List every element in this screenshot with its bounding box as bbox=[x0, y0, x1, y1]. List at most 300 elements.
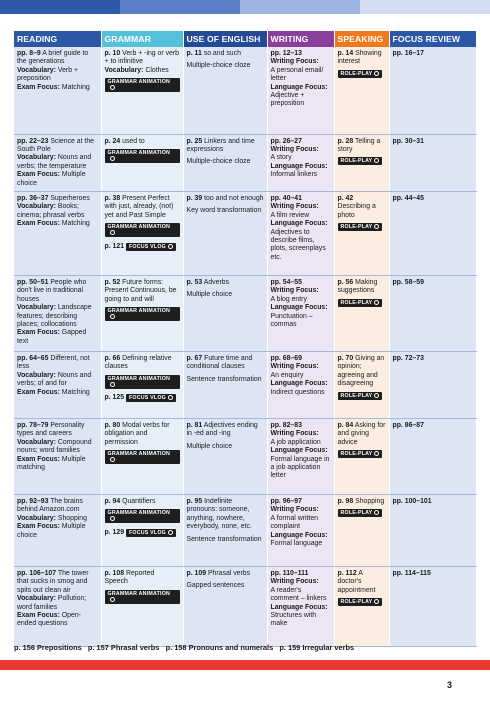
vocabulary-label: Vocabulary: bbox=[17, 203, 56, 211]
use-topic: Indefinite pronouns: someone, anything, nowhere, everybody, none, etc. bbox=[186, 497, 252, 531]
grammar-animation-button-label: GRAMMAR ANIMATION bbox=[107, 375, 171, 382]
page-ref: pp. 100–101 bbox=[392, 497, 432, 505]
speaking-cell bbox=[334, 566, 389, 646]
speaking-topic: Describing a photo bbox=[337, 203, 376, 219]
page-ref: pp. 8–9 bbox=[17, 50, 41, 57]
exam-focus-text: Matching bbox=[59, 220, 90, 228]
grammar-media bbox=[105, 75, 180, 92]
reading-cell bbox=[14, 494, 101, 566]
play-icon bbox=[374, 451, 379, 456]
grammar-cell bbox=[101, 275, 183, 351]
top-bar-segment bbox=[240, 0, 360, 14]
role-play-button[interactable] bbox=[338, 299, 383, 307]
vocabulary-label: Vocabulary: bbox=[17, 304, 56, 312]
grammar-animation-button[interactable] bbox=[105, 149, 180, 163]
writing-focus-label: Writing Focus: bbox=[270, 363, 319, 371]
focus-review-cell bbox=[389, 566, 476, 646]
header-reading: READING bbox=[14, 31, 101, 47]
reading-cell bbox=[14, 418, 101, 494]
header-grammar: GRAMMAR bbox=[101, 31, 183, 47]
task-type: Sentence transformation bbox=[186, 535, 262, 543]
use-topic: Future time and conditional clauses bbox=[186, 354, 253, 371]
speaking-topic: Showing interest bbox=[337, 50, 382, 66]
page-ref: pp. 92–93 bbox=[17, 497, 49, 505]
unit-row bbox=[14, 494, 476, 566]
focus-vlog-button[interactable] bbox=[126, 394, 176, 402]
writing-focus-label: Writing Focus: bbox=[270, 506, 319, 514]
page-ref: pp. 96–97 bbox=[270, 497, 302, 505]
top-bar-segment bbox=[360, 0, 490, 14]
writing-cell bbox=[267, 191, 334, 275]
reading-cell bbox=[14, 191, 101, 275]
language-focus-text: Formal language bbox=[270, 539, 323, 547]
grammar-topic: Reported Speech bbox=[104, 569, 155, 586]
writing-focus-label: Writing Focus: bbox=[270, 145, 319, 153]
writing-focus-text: A story bbox=[270, 154, 292, 162]
page-ref: pp. 114–115 bbox=[392, 569, 431, 577]
page-ref: p. 98 bbox=[337, 497, 354, 505]
writing-focus-text: A personal email/ letter bbox=[270, 66, 324, 83]
use-topic: Adjectives ending in -ed and -ing bbox=[186, 421, 258, 438]
grammar-topic: Present Perfect with just, already, (not) yet and Past Simple bbox=[104, 194, 174, 219]
reading-cell bbox=[14, 47, 101, 134]
grammar-topic: Quantifiers bbox=[120, 497, 156, 505]
grammar-media bbox=[105, 506, 180, 523]
page-ref: pp. 26–27 bbox=[270, 137, 302, 145]
appendix-links: p. 156 Prepositions p. 157 Phrasal verbs p. 158 Pronouns and numerals p. 159 Irregular verbs bbox=[14, 643, 355, 652]
speaking-topic: Asking for and giving advice bbox=[337, 421, 386, 446]
focus-review-cell bbox=[389, 134, 476, 191]
writing-focus-label: Writing Focus: bbox=[270, 58, 319, 66]
writing-focus-text: A blog entry bbox=[270, 295, 307, 303]
grammar-topic: Modal verbs for obligation and permission bbox=[104, 421, 170, 446]
writing-focus-text: A reader's comment – linkers bbox=[270, 586, 327, 603]
writing-focus-label: Writing Focus: bbox=[270, 578, 319, 586]
focus-vlog-button[interactable] bbox=[126, 529, 176, 537]
exam-focus-text: Multiple choice bbox=[17, 523, 86, 539]
focus-vlog-button-label: FOCUS VLOG bbox=[128, 529, 166, 536]
use-of-english-cell bbox=[183, 494, 267, 566]
speaking-cell bbox=[334, 134, 389, 191]
page-ref: pp. 72–73 bbox=[392, 354, 424, 362]
page-ref: pp. 12–13 bbox=[270, 50, 302, 57]
speaking-cell bbox=[334, 191, 389, 275]
unit-row bbox=[14, 351, 476, 418]
grammar-media bbox=[105, 304, 180, 321]
language-focus-label: Language Focus: bbox=[270, 603, 328, 611]
vocabulary-text: Shopping bbox=[55, 514, 87, 522]
grammar-media bbox=[105, 146, 180, 163]
speaking-cell bbox=[334, 47, 389, 134]
vocabulary-label: Vocabulary: bbox=[17, 438, 56, 446]
reading-cell bbox=[14, 275, 101, 351]
use-of-english-cell bbox=[183, 191, 267, 275]
reading-title: Superheroes bbox=[48, 194, 90, 202]
exam-focus-text: Gapped text bbox=[17, 329, 87, 345]
speaking-topic: A doctor's appointment bbox=[337, 569, 376, 594]
use-topic: Adverbs bbox=[202, 278, 230, 286]
play-icon bbox=[110, 85, 115, 90]
play-icon bbox=[110, 516, 115, 521]
use-topic: Phrasal verbs bbox=[206, 569, 251, 577]
speaking-topic: Giving an opinion; agreeing and disagreeing bbox=[337, 354, 385, 388]
writing-cell bbox=[267, 134, 334, 191]
page-ref: pp. 16–17 bbox=[392, 50, 424, 57]
exam-focus-label: Exam Focus: bbox=[17, 388, 60, 396]
grammar-animation-button[interactable] bbox=[105, 509, 180, 523]
top-color-bar bbox=[0, 0, 490, 14]
page-ref: pp. 44–45 bbox=[392, 194, 424, 202]
role-play-button-label: ROLE-PLAY bbox=[340, 224, 373, 231]
page-ref: pp. 50–51 bbox=[17, 278, 49, 286]
play-icon bbox=[374, 71, 379, 76]
exam-focus-text: Multiple choice bbox=[17, 171, 86, 187]
speaking-media bbox=[338, 506, 386, 517]
unit-row bbox=[14, 566, 476, 646]
page-ref: p. 42 bbox=[337, 194, 354, 202]
grammar-animation-button[interactable] bbox=[105, 590, 180, 604]
page-ref: p. 67 bbox=[186, 354, 203, 362]
speaking-media bbox=[338, 220, 386, 231]
use-of-english-cell bbox=[183, 47, 267, 134]
speaking-media bbox=[338, 389, 386, 400]
grammar-cell bbox=[101, 418, 183, 494]
writing-focus-label: Writing Focus: bbox=[270, 203, 319, 211]
page-ref: pp. 36–37 bbox=[17, 194, 49, 202]
page-ref: p. 25 bbox=[186, 137, 203, 145]
play-icon bbox=[374, 510, 379, 515]
language-focus-label: Language Focus: bbox=[270, 83, 328, 91]
vocabulary-label: Vocabulary: bbox=[17, 514, 56, 522]
grammar-topic: Defining relative clauses bbox=[104, 354, 172, 371]
grammar-animation-button-label: GRAMMAR ANIMATION bbox=[107, 590, 171, 597]
task-type: Multiple-choice cloze bbox=[186, 62, 251, 70]
exam-focus-label: Exam Focus: bbox=[17, 171, 60, 179]
language-focus-text: Structures with make bbox=[270, 611, 317, 628]
vocabulary-text: Nouns and verbs; the temperature bbox=[17, 154, 92, 170]
grammar-animation-button-label: GRAMMAR ANIMATION bbox=[107, 224, 171, 231]
page-ref: p. 125 bbox=[104, 394, 125, 402]
grammar-cell bbox=[101, 191, 183, 275]
play-icon bbox=[110, 382, 115, 387]
speaking-cell bbox=[334, 494, 389, 566]
exam-focus-label: Exam Focus: bbox=[17, 455, 60, 463]
header-speaking: SPEAKING bbox=[334, 31, 389, 47]
grammar-animation-button[interactable] bbox=[105, 375, 180, 389]
vocabulary-label: Vocabulary: bbox=[17, 595, 56, 603]
page-ref: p. 14 bbox=[337, 50, 354, 57]
language-focus-label: Language Focus: bbox=[270, 220, 328, 228]
page-ref: p. 53 bbox=[186, 278, 203, 286]
exam-focus-label: Exam Focus: bbox=[17, 523, 60, 531]
page-ref: p. 121 bbox=[104, 242, 125, 250]
page-ref: p. 24 bbox=[104, 137, 121, 145]
top-bar-segment bbox=[120, 0, 240, 14]
unit-row bbox=[14, 191, 476, 275]
grammar-animation-button-label: GRAMMAR ANIMATION bbox=[107, 510, 171, 517]
role-play-button-label: ROLE-PLAY bbox=[340, 451, 373, 458]
role-play-button-label: ROLE-PLAY bbox=[340, 510, 373, 517]
use-of-english-cell bbox=[183, 275, 267, 351]
vocabulary-text: Clothes bbox=[143, 66, 169, 74]
writing-focus-text: A job application bbox=[270, 438, 321, 446]
role-play-button-label: ROLE-PLAY bbox=[340, 70, 373, 77]
task-type: Multiple-choice cloze bbox=[186, 158, 251, 166]
top-bar-segment bbox=[0, 0, 120, 14]
play-icon bbox=[110, 156, 115, 161]
grammar-cell bbox=[101, 351, 183, 418]
page-ref: p. 10 bbox=[104, 50, 121, 57]
page-ref: pp. 22–23 bbox=[17, 137, 49, 145]
grammar-cell bbox=[101, 47, 183, 134]
page-ref: pp. 40–41 bbox=[270, 194, 302, 202]
vocabulary-text: Compound nouns; word families bbox=[17, 438, 92, 455]
page-ref: p. 80 bbox=[104, 421, 121, 429]
grammar-animation-button-label: GRAMMAR ANIMATION bbox=[107, 451, 171, 458]
language-focus-label: Language Focus: bbox=[270, 531, 328, 539]
page-ref: pp. 30–31 bbox=[392, 137, 424, 145]
grammar-animation-button[interactable] bbox=[105, 78, 180, 92]
language-focus-label: Language Focus: bbox=[270, 162, 328, 170]
speaking-media bbox=[338, 447, 386, 458]
speaking-cell bbox=[334, 351, 389, 418]
writing-focus-text: A film review bbox=[270, 211, 310, 219]
speaking-cell bbox=[334, 275, 389, 351]
header-row bbox=[14, 31, 476, 47]
grammar-animation-button[interactable] bbox=[105, 307, 180, 321]
grammar-animation-button-label: GRAMMAR ANIMATION bbox=[107, 149, 171, 156]
reading-title: A brief guide to the generations bbox=[17, 50, 89, 66]
play-icon bbox=[374, 300, 379, 305]
use-of-english-cell bbox=[183, 351, 267, 418]
exam-focus-label: Exam Focus: bbox=[17, 83, 60, 91]
focus-review-cell bbox=[389, 494, 476, 566]
grammar-media bbox=[105, 587, 180, 604]
play-icon bbox=[374, 393, 379, 398]
play-icon bbox=[168, 244, 173, 249]
page-ref: p. 112 bbox=[337, 569, 357, 577]
speaking-topic: Making suggestions bbox=[337, 278, 378, 295]
play-icon bbox=[110, 457, 115, 462]
exam-focus-text: Matching bbox=[59, 83, 90, 91]
speaking-media bbox=[338, 595, 386, 606]
grammar-animation-button[interactable] bbox=[105, 223, 180, 237]
page-ref: p. 11 bbox=[186, 50, 202, 57]
page-ref: p. 95 bbox=[186, 497, 203, 505]
language-focus-text: Punctuation – commas bbox=[270, 312, 313, 328]
vocabulary-text: Books; cinema; phrasal verbs bbox=[17, 203, 85, 219]
page-ref: p. 39 bbox=[186, 194, 203, 202]
role-play-button-label: ROLE-PLAY bbox=[340, 158, 373, 165]
use-topic: so and such bbox=[201, 50, 241, 57]
play-icon bbox=[374, 224, 379, 229]
task-type: Gapped sentences bbox=[186, 582, 245, 590]
role-play-button-label: ROLE-PLAY bbox=[340, 299, 373, 306]
page-ref: p. 28 bbox=[337, 137, 354, 145]
grammar-media bbox=[105, 372, 180, 389]
role-play-button-label: ROLE-PLAY bbox=[340, 599, 373, 606]
task-type: Key word transformation bbox=[186, 207, 262, 215]
reading-title: Different, not less bbox=[17, 354, 90, 371]
role-play-button[interactable] bbox=[338, 392, 383, 400]
page-number: 3 bbox=[446, 680, 452, 690]
play-icon bbox=[110, 597, 115, 602]
role-play-button[interactable] bbox=[338, 450, 383, 458]
play-icon bbox=[168, 395, 173, 400]
speaking-media bbox=[338, 67, 386, 78]
grammar-animation-button[interactable] bbox=[105, 450, 180, 464]
vlog-line bbox=[105, 526, 180, 537]
vocabulary-text: Landscape features; describing places; collocations bbox=[17, 304, 92, 328]
reading-title: Personality types and careers bbox=[17, 421, 85, 438]
use-of-english-cell bbox=[183, 418, 267, 494]
language-focus-text: Informal linkers bbox=[270, 171, 318, 179]
exam-focus-label: Exam Focus: bbox=[17, 611, 60, 619]
reading-cell bbox=[14, 351, 101, 418]
page-ref: p. 84 bbox=[337, 421, 354, 429]
language-focus-text: Adjective + preposition bbox=[270, 92, 305, 108]
writing-focus-text: A formal written complaint bbox=[270, 514, 318, 531]
vlog-line bbox=[105, 391, 180, 402]
page-ref: pp. 78–79 bbox=[17, 421, 49, 429]
bottom-color-bar bbox=[0, 660, 490, 670]
language-focus-text: Indirect questions bbox=[270, 388, 325, 396]
focus-review-cell bbox=[389, 351, 476, 418]
task-type: Multiple choice bbox=[186, 442, 233, 450]
reading-title: The tower that sucks in smog and spits out clean air bbox=[17, 569, 89, 594]
header-writing: WRITING bbox=[267, 31, 334, 47]
focus-vlog-button-label: FOCUS VLOG bbox=[128, 395, 166, 402]
page-ref: p. 38 bbox=[104, 194, 121, 202]
page-ref: p. 66 bbox=[104, 354, 121, 362]
writing-cell bbox=[267, 566, 334, 646]
grammar-media bbox=[105, 447, 180, 464]
grammar-cell bbox=[101, 566, 183, 646]
writing-focus-text: An enquiry bbox=[270, 371, 304, 379]
page-ref: p. 94 bbox=[104, 497, 121, 505]
unit-row bbox=[14, 418, 476, 494]
play-icon bbox=[110, 230, 115, 235]
vocabulary-label: Vocabulary: bbox=[17, 154, 56, 162]
grammar-topic: used to bbox=[120, 137, 145, 145]
focus-vlog-button[interactable] bbox=[126, 243, 176, 251]
page-ref: pp. 64–65 bbox=[17, 354, 49, 362]
speaking-topic: Shopping bbox=[353, 497, 385, 505]
language-focus-label: Language Focus: bbox=[270, 304, 328, 312]
exam-focus-label: Exam Focus: bbox=[17, 329, 60, 337]
page-ref: p. 81 bbox=[186, 421, 203, 429]
vocabulary-label: Vocabulary: bbox=[17, 371, 56, 379]
page-ref: pp. 58–59 bbox=[392, 278, 424, 286]
page-ref: pp. 86–87 bbox=[392, 421, 424, 429]
role-play-button[interactable] bbox=[338, 70, 383, 78]
page-ref: p. 52 bbox=[104, 278, 121, 286]
writing-cell bbox=[267, 351, 334, 418]
language-focus-text: Adjectives to describe films, plots, screenplays etc. bbox=[270, 228, 326, 261]
grammar-topic: Future forms: Present Continuous, be going to and will bbox=[104, 278, 177, 303]
play-icon bbox=[374, 158, 379, 163]
unit-row bbox=[14, 47, 476, 134]
reading-title: People who don't live in traditional houses bbox=[17, 278, 87, 303]
header-focus-review: FOCUS REVIEW bbox=[389, 31, 476, 47]
grammar-animation-button-label: GRAMMAR ANIMATION bbox=[107, 308, 171, 315]
speaking-media bbox=[338, 154, 386, 165]
grammar-topic: Verb + -ing or verb + to infinitive bbox=[104, 50, 179, 66]
writing-focus-label: Writing Focus: bbox=[270, 430, 319, 438]
grammar-media bbox=[105, 220, 180, 237]
role-play-button[interactable] bbox=[338, 509, 383, 517]
page-ref: p. 129 bbox=[104, 528, 125, 536]
reading-title: The brains behind Amazon.com bbox=[17, 497, 83, 514]
reading-cell bbox=[14, 134, 101, 191]
unit-row bbox=[14, 275, 476, 351]
task-type: Multiple choice bbox=[186, 291, 233, 299]
task-type: Sentence transformation bbox=[186, 375, 262, 383]
use-of-english-cell bbox=[183, 134, 267, 191]
exam-focus-text: Multiple matching bbox=[17, 455, 86, 471]
role-play-button[interactable] bbox=[338, 223, 383, 231]
page-ref: pp. 110–111 bbox=[270, 569, 309, 577]
page-ref: p. 109 bbox=[186, 569, 207, 577]
exam-focus-text: Open-ended questions bbox=[17, 611, 81, 628]
play-icon bbox=[110, 314, 115, 319]
page-ref: p. 108 bbox=[104, 569, 125, 577]
page-ref: p. 70 bbox=[337, 354, 354, 362]
exam-focus-label: Exam Focus: bbox=[17, 220, 60, 228]
vocabulary-label: Vocabulary: bbox=[104, 66, 144, 74]
vlog-line bbox=[105, 240, 180, 251]
focus-review-cell bbox=[389, 191, 476, 275]
writing-focus-label: Writing Focus: bbox=[270, 287, 319, 295]
reading-cell bbox=[14, 566, 101, 646]
focus-review-cell bbox=[389, 418, 476, 494]
role-play-button-label: ROLE-PLAY bbox=[340, 392, 373, 399]
role-play-button[interactable] bbox=[338, 598, 383, 606]
page-ref: p. 56 bbox=[337, 278, 354, 286]
page-ref: pp. 82–83 bbox=[270, 421, 302, 429]
language-focus-text: Formal language in a job application letter bbox=[270, 455, 330, 480]
page-ref: pp. 54–55 bbox=[270, 278, 302, 286]
play-icon bbox=[374, 599, 379, 604]
focus-review-cell bbox=[389, 275, 476, 351]
focus-vlog-button-label: FOCUS VLOG bbox=[128, 243, 166, 250]
focus-review-cell bbox=[389, 47, 476, 134]
language-focus-label: Language Focus: bbox=[270, 380, 328, 388]
grammar-animation-button-label: GRAMMAR ANIMATION bbox=[107, 79, 171, 86]
play-icon bbox=[168, 530, 173, 535]
reading-title: Science at the South Pole bbox=[17, 137, 95, 153]
speaking-media bbox=[338, 296, 386, 307]
grammar-cell bbox=[101, 134, 183, 191]
vocabulary-text: Nouns and verbs; of and for bbox=[17, 371, 92, 388]
use-of-english-cell bbox=[183, 566, 267, 646]
exam-focus-text: Matching bbox=[59, 388, 90, 396]
use-topic: too and not enough bbox=[202, 194, 264, 202]
header-use-of-english: USE OF ENGLISH bbox=[183, 31, 267, 47]
unit-row bbox=[14, 134, 476, 191]
vocabulary-label: Vocabulary: bbox=[17, 66, 56, 74]
language-focus-label: Language Focus: bbox=[270, 447, 328, 455]
writing-cell bbox=[267, 275, 334, 351]
vocabulary-text: Pollution; word families bbox=[17, 595, 87, 611]
page-ref: pp. 68–69 bbox=[270, 354, 302, 362]
speaking-topic: Telling a story bbox=[337, 137, 381, 153]
writing-cell bbox=[267, 418, 334, 494]
writing-cell bbox=[267, 494, 334, 566]
role-play-button[interactable] bbox=[338, 157, 383, 165]
speaking-cell bbox=[334, 418, 389, 494]
use-topic: Linkers and time expressions bbox=[186, 137, 255, 153]
